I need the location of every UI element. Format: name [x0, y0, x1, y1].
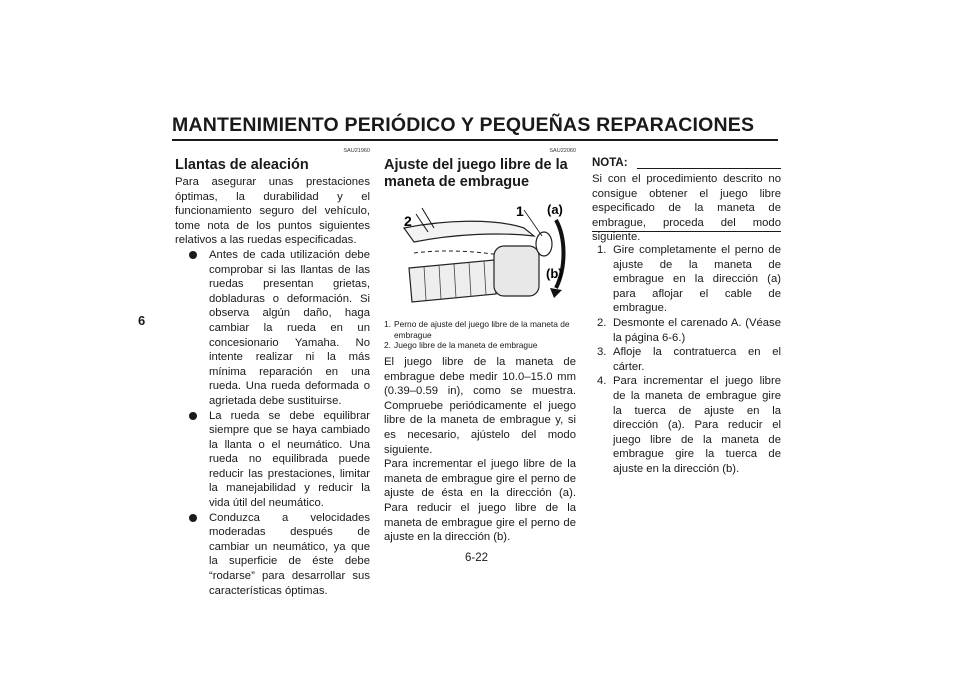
- figure-captions: [384, 319, 576, 351]
- grip-shape: [409, 260, 496, 302]
- middle-column-text: [384, 355, 576, 545]
- steps-list: [597, 243, 781, 477]
- list-item: [187, 409, 370, 511]
- caption-item: [384, 340, 576, 351]
- figure-label-b: (b): [546, 266, 563, 281]
- adjuster-bolt: [536, 232, 552, 256]
- bullet-icon: [189, 514, 197, 522]
- note-rule: [637, 168, 781, 169]
- list-item-text: La rueda se debe equilibrar siempre que se haya cambiado la llanta o el neumático. Una rueda no equilibrada puede reducir las prestaciones, limitar la manejabilidad y reducir la vida útil del neumático.: [209, 409, 370, 510]
- figure-label-2: 2: [404, 213, 412, 229]
- section-heading: [384, 157, 568, 191]
- page-number: 6-22: [465, 552, 489, 564]
- section-heading-line: Ajuste del juego libre de la: [384, 157, 568, 173]
- list-item: [597, 316, 781, 345]
- clutch-lever-figure: [384, 198, 574, 316]
- list-item-text: Antes de cada utilización debe comprobar si las llantas de las ruedas presentan grietas, dobladuras o deformación. Si observa algún daño, haga cambiar la rueda en un concesionario Yamaha. No intente realizar ni la más mínima reparación en una rueda. Una rueda deformada o agrietada debe sustituirse.: [209, 248, 370, 407]
- caption-item: [384, 319, 576, 340]
- list-item: [597, 374, 781, 476]
- step-text: Para incrementar el juego libre de la maneta de embrague gire la tuerca de ajuste en la dirección (a). Para reducir el juego libre de la maneta de embrague gire la tuerca de ajuste en la dirección (b).: [613, 375, 781, 475]
- step-number: 1.: [597, 244, 607, 256]
- step-text: Afloje la contratuerca en el cárter.: [613, 346, 781, 373]
- title-rule: [172, 139, 778, 141]
- figure-label-1: 1: [516, 203, 524, 219]
- section-heading: Llantas de aleación: [175, 157, 309, 173]
- step-number: 3.: [597, 346, 607, 359]
- note-rule: [592, 231, 781, 232]
- arrow-head-icon: [550, 288, 562, 298]
- bullet-icon: [189, 412, 197, 420]
- page-title: MANTENIMIENTO PERIÓDICO Y PEQUEÑAS REPARACIONES: [172, 114, 755, 136]
- list-item: [597, 345, 781, 374]
- bullet-icon: [189, 251, 197, 259]
- step-number: 2.: [597, 316, 607, 329]
- note-label: NOTA:: [592, 157, 628, 169]
- intro-paragraph: Para asegurar unas prestaciones óptimas, la durabilidad y el funcionamiento seguro del vehículo, tome nota de los puntos siguientes relativos a las ruedas especificadas.: [175, 176, 370, 247]
- caption-text: Perno de ajuste del juego libre de la maneta de embrague: [394, 319, 570, 340]
- figure-label-a: (a): [547, 202, 563, 217]
- clutch-lever-shape: [404, 221, 534, 242]
- list-item: [187, 511, 370, 599]
- paragraph: Para incrementar el juego libre de la maneta de embrague gire el perno de ajuste de ésta en la dirección (a). Para reducir el juego libre de la maneta de embrague gire el perno de ajuste en la dirección (b).: [384, 458, 576, 544]
- note-text: Si con el procedimiento descrito no consigue obtener el juego libre especificado de la maneta de embrague, proceda del modo siguiente.: [592, 173, 781, 244]
- section-code: SAU22060: [549, 148, 576, 154]
- caption-number: 1.: [384, 319, 391, 329]
- section-heading-line: maneta de embrague: [384, 174, 530, 190]
- paragraph: El juego libre de la maneta de embrague debe medir 10.0–15.0 mm (0.39–0.59 in), como se muestra. Compruebe periódicamente el juego libre de la maneta de embrague y, si es necesario, ajústelo del modo siguiente.: [384, 356, 576, 456]
- step-text: Desmonte el carenado A. (Véase la página 6-6.): [613, 316, 781, 344]
- caption-number: 2.: [384, 340, 391, 351]
- left-column: [175, 175, 370, 598]
- section-code: SAU21960: [343, 148, 370, 154]
- caption-text: Juego libre de la maneta de embrague: [394, 340, 538, 351]
- list-item: [597, 243, 781, 316]
- step-text: Gire completamente el perno de ajuste de la maneta de embrague en la dirección (a) para aflojar el cable de embrague.: [613, 244, 781, 315]
- list-item: [187, 248, 370, 409]
- chapter-tab: 6: [138, 313, 146, 328]
- bullet-list: [175, 248, 370, 598]
- switch-housing: [494, 246, 539, 296]
- step-number: 4.: [597, 375, 607, 388]
- list-item-text: Conduzca a velocidades moderadas después de cambiar un neumático, ya que la superficie de éste debe “rodarse” para desarrollar sus características óptimas.: [209, 511, 370, 597]
